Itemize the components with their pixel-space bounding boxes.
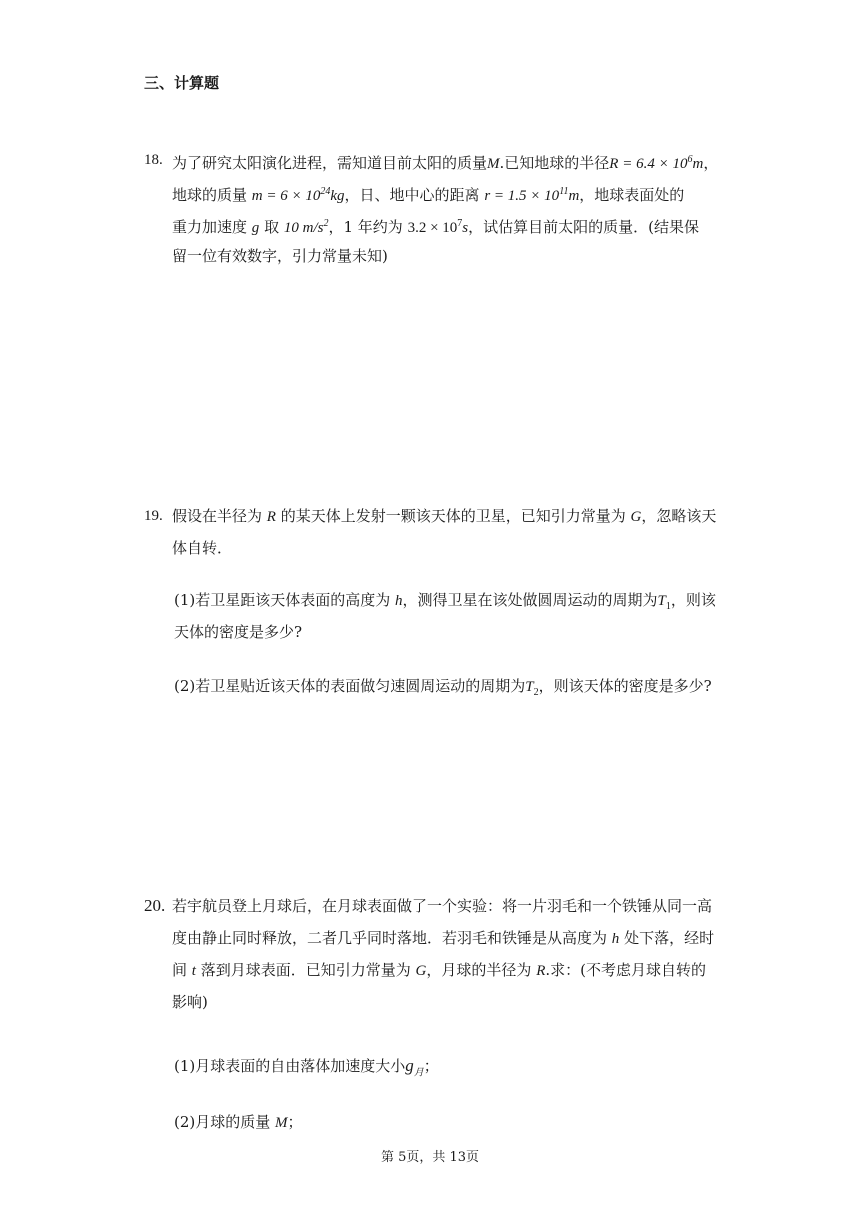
text: 取: [264, 218, 280, 236]
text: ；: [287, 1113, 303, 1131]
math-T2: [525, 679, 539, 698]
text: 重力加速度: [172, 218, 248, 236]
text-line: [172, 240, 724, 272]
text-line: [174, 616, 724, 648]
text: 的某天体上发射一颗该天体的卫星，已知引力常量为: [280, 507, 626, 525]
math-T1: [657, 593, 671, 612]
text: 假设在半径为: [172, 507, 263, 525]
text: .求：(不考虑月球自转的: [545, 961, 706, 979]
section-title: 三、计算题: [144, 74, 220, 92]
math-h: h: [395, 593, 403, 609]
text: 影响): [172, 993, 208, 1011]
question-number: 20.: [144, 896, 166, 915]
text: 天体的密度是多少?: [174, 623, 303, 641]
math-h: h: [611, 931, 620, 947]
math-M: M: [275, 1115, 288, 1131]
math-exponent: 11: [559, 186, 569, 197]
question-number: 19.: [144, 508, 163, 524]
question-body: [172, 144, 724, 272]
question-body: [172, 890, 724, 1018]
sub-question-1: [174, 584, 724, 648]
text: ，忽略该天: [641, 507, 717, 525]
text-line: [172, 208, 724, 240]
math-part: R = 6.4 × 10: [609, 156, 688, 172]
text-line: [172, 500, 724, 532]
sub-question-1: [174, 1050, 724, 1082]
math-part: T: [657, 593, 666, 609]
math-part: 3.2 × 10: [407, 220, 458, 236]
text: ，日、地中心的距离: [344, 186, 480, 204]
sub-question-2: [174, 1106, 724, 1138]
text-line: [174, 584, 724, 616]
math-year-expr: [408, 220, 469, 236]
text-line: [174, 1050, 724, 1082]
text: ，: [703, 154, 719, 172]
math-M: M: [487, 156, 500, 172]
math-part: m = 6 × 10: [251, 188, 321, 204]
math-g-value: [284, 220, 329, 236]
text-line: [172, 532, 724, 564]
text: (2)若卫星贴近该天体的表面做匀速圆周运动的周期为: [174, 677, 526, 695]
text: ，则该: [670, 591, 716, 609]
text-line: [172, 890, 724, 922]
text: ，月球的半径为: [426, 961, 532, 979]
math-G: G: [415, 963, 427, 979]
math-part: T: [525, 679, 534, 695]
text: ；: [423, 1057, 439, 1075]
math-g-moon: [405, 1056, 424, 1079]
text-line: [172, 176, 724, 208]
question-number: 18.: [144, 152, 163, 168]
text: 落到月球表面．已知引力常量为: [200, 961, 411, 979]
text-line: [172, 986, 724, 1018]
text: (2)月球的质量: [174, 1113, 271, 1131]
text-line: [174, 1106, 724, 1138]
math-exponent: 2: [323, 218, 329, 229]
text-line: [174, 670, 724, 702]
text: .已知地球的半径: [499, 154, 610, 172]
text: (1)若卫星距该天体表面的高度为: [174, 591, 391, 609]
text: 体自转．: [172, 539, 233, 557]
math-G: G: [630, 509, 642, 525]
text: 地球的质量: [172, 186, 248, 204]
math-unit: kg: [330, 188, 345, 204]
text: 留一位有效数字，引力常量未知): [172, 247, 388, 265]
math-subscript: 月: [413, 1067, 424, 1079]
math-exponent: 6: [687, 154, 693, 165]
math-t: t: [191, 963, 196, 979]
question-body: [172, 500, 724, 564]
math-unit: m: [568, 188, 580, 204]
page-footer: 第 5页，共 13页: [380, 1150, 480, 1165]
text: (1)月球表面的自由落体加速度大小: [174, 1057, 406, 1075]
text-line: [172, 144, 724, 176]
text: ，试估算目前太阳的质量．(结果保: [468, 218, 699, 236]
text: 为了研究太阳演化进程，需知道目前太阳的质量: [172, 154, 488, 172]
math-part: 10 m/s: [283, 220, 324, 236]
math-subscript: 2: [533, 687, 539, 698]
math-unit: m: [692, 156, 704, 172]
text: 若宇航员登上月球后，在月球表面做了一个实验：将一片羽毛和一个铁锤从同一高: [172, 897, 713, 915]
math-g: g: [251, 220, 260, 236]
sub-question-2: [174, 670, 724, 702]
math-part: r = 1.5 × 10: [484, 188, 560, 204]
text: ，1 年约为: [328, 218, 403, 236]
math-R: R: [536, 963, 546, 979]
math-m-expr: [252, 188, 345, 204]
text: ，则该天体的密度是多少?: [538, 677, 712, 695]
math-part: g: [405, 1056, 414, 1075]
math-subscript: 1: [665, 601, 671, 612]
text: 度由静止同时释放，二者几乎同时落地．若羽毛和铁锤是从高度为: [172, 929, 608, 947]
text: ，地球表面处的: [579, 186, 685, 204]
text-line: [172, 954, 724, 986]
math-R-expr: [609, 156, 703, 172]
math-exponent: 24: [320, 186, 331, 197]
text: 间: [172, 961, 188, 979]
math-exponent: 7: [457, 218, 463, 229]
text: 处下落，经时: [624, 929, 715, 947]
math-R: R: [266, 509, 276, 525]
text-line: [172, 922, 724, 954]
math-unit: s: [462, 220, 469, 236]
math-r-expr: [484, 188, 579, 204]
text: ，测得卫星在该处做圆周运动的周期为: [402, 591, 658, 609]
